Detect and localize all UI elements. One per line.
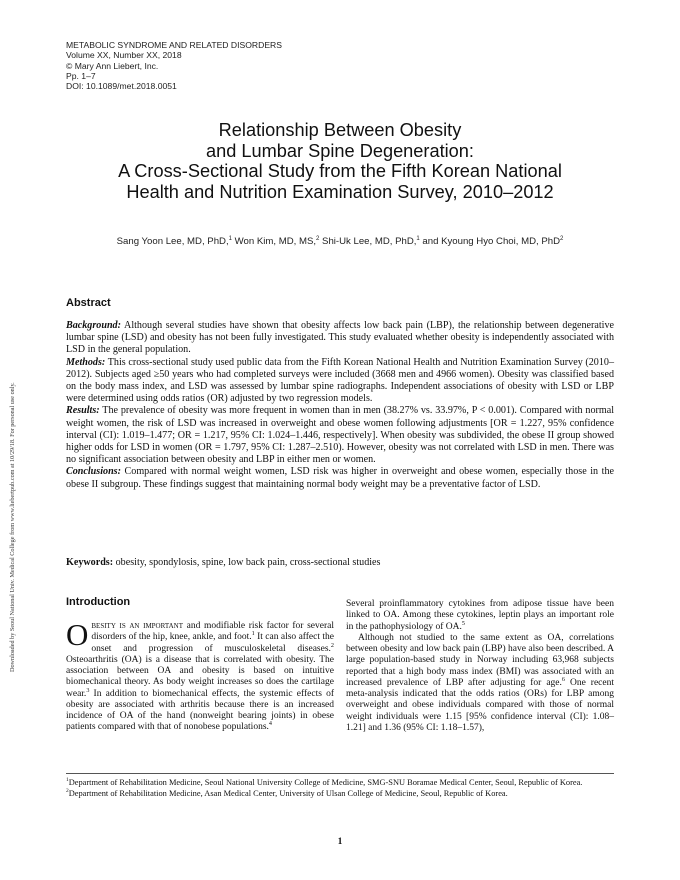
affiliation-footnotes [66,778,614,799]
download-note: Downloaded by Seoul National Univ. Medical College from www.liebertpub.com at 10/29/18. For personal use only. [9,382,16,672]
footnote-text: Department of Rehabilitation Medicine, Seoul National University College of Medicine, SMG-SNU Boramae Medical Center, Seoul, Republic of Korea. [68,778,583,787]
author-affiliation: 1 [228,235,232,242]
abstract-heading: Abstract [66,297,111,309]
doi-line: DOI: 10.1089/met.2018.0051 [66,81,177,92]
author-name: Sang Yoon Lee, MD, PhD, [116,236,229,247]
author-affiliation: 2 [316,235,320,242]
reference-mark: 6 [561,676,565,683]
keywords-text: obesity, spondylosis, spine, low back pain, cross-sectional studies [113,557,381,568]
page-number: 1 [337,836,343,847]
title-line: Relationship Between Obesity [218,120,462,140]
page-range: Pp. 1–7 [66,70,96,81]
section-label: Results: [66,405,100,417]
title-line: A Cross-Sectional Study from the Fifth Korean National [118,161,562,182]
footnote-number: 1 [66,777,69,784]
title-line: and Lumbar Spine Degeneration: [206,140,474,161]
section-label: Conclusions: [66,466,121,478]
abstract-conclusions [66,466,614,490]
abstract-background [66,320,614,357]
intro-paragraph [346,599,614,633]
section-label: Background: [66,320,121,331]
drop-cap: O [66,617,89,652]
footnote-text: Department of Rehabilitation Medicine, Asan Medical Center, University of Ulsan College of Medicine, Seoul, Republic of Korea. [68,788,508,798]
small-caps-lead: besity is an important [91,621,183,631]
keywords [66,557,614,568]
paragraph-text: It can also affect the onset and progression of musculoskeletal diseases. [91,632,335,654]
footnote [66,789,614,800]
paragraph-text: Although not studied to the same extent as OA, correlations between obesity and low back pain (LBP) have also been described. A large population-based study in Norway including 63,968 subjects reported that a high body mass index (BMI) was associated with an increased prevalence of LBP after adjusting for age. [346,632,614,688]
abstract-body [66,320,614,491]
paragraph-text: and modifiable risk factor for several disorders of the hip, knee, ankle, and foot. [91,621,334,643]
section-text: Although several studies have shown that obesity affects low back pain (LBP), the relationship between degenerative lumbar spine (LSD) and obesity has not been fully investigated. This study evaluated whether obesity is independently associated with LSD in the general population. [66,320,614,356]
intro-column-left [66,617,335,734]
footnote-divider [66,773,614,774]
reference-mark: 2 [330,642,334,649]
intro-paragraph [66,617,335,734]
article-title [60,120,620,202]
section-text: The prevalence of obesity was more frequent in women than in men (38.27% vs. 33.97%, P < 0.001). Compared with normal weight women, the risk of LSD was increased in overweight and obese women following adjustments [OR = 1.227, 95% confidence interval (CI): 1.019–1.477; OR = 1.217, 95% CI: 1.024–1.446, respectively]. When obesity was subdivided, the obese II group showed higher odds for LSD in women (OR = 1.797, 95% CI: 1.287–2.510). However, obesity was not correlated with LSD in men. There was no significant association between obesity and LBP in either men or women. [66,405,614,466]
introduction-heading: Introduction [66,596,131,608]
section-text: Compared with normal weight women, LSD risk was higher in overweight and obese women, especially those in the obese II subgroup. These findings suggest that maintaining normal body weight may be a preventative factor of LSD. [66,466,614,490]
footnote [66,778,614,789]
reference-mark: 1 [251,631,255,638]
author-name: and Kyoung Hyo Choi, MD, PhD [419,236,561,247]
copyright-line: © Mary Ann Liebert, Inc. [66,60,159,71]
reference-mark: 3 [86,687,90,694]
paragraph-text: Osteoarthritis (OA) is a disease that is correlated with obesity. The association between OA and obesity is based on intuitive biomechanical theory. As body weight increases so does the cartilage wear. [66,654,334,699]
journal-header [66,40,282,91]
keywords-label: Keywords: [66,557,114,568]
reference-mark: 5 [461,620,465,627]
abstract-methods [66,357,614,406]
intro-column-right [346,599,614,734]
author-list [60,236,620,247]
paragraph-text: Several proinflammatory cytokines from adipose tissue have been linked to OA. Among these cytokines, leptin plays an important role in the pathophysiology of OA. [346,599,614,632]
paragraph-text: In addition to biomechanical effects, the systemic effects of obesity are associated with arthritis because there is an increased incidence of OA of the hand (nonweight bearing joints) in obese patients compared with that of nonobese populations. [66,688,334,733]
paragraph-text: One recent meta-analysis indicated that the odds ratios (ORs) for LBP among overweight and obese individuals compared with those of normal weight individuals were 1.15 [95% confidence interval (CI): 1.08–1.21] and 1.36 (95% CI: 1.18–1.57), [346,677,615,733]
author-name: Won Kim, MD, MS, [231,236,317,247]
author-affiliation: 2 [560,235,564,242]
section-label: Methods: [66,356,106,368]
footnote-number: 2 [66,787,69,794]
title-line: Health and Nutrition Examination Survey, 2010–2012 [126,181,554,202]
section-text: This cross-sectional study used public data from the Fifth Korean National Health and Nutrition Examination Survey (2010–2012). Subjects aged ≥50 years who had completed surveys were included (3668 men and 4966 women). Obesity was classified based on the body mass index, and LSD was assessed by lumbar spine radiographs. Independent associations of obesity with LSD or LBP were determined using odds ratios (OR) adjusted by two regression models. [66,356,614,405]
intro-paragraph [346,633,614,734]
abstract-results [66,405,614,466]
journal-name: METABOLIC SYNDROME AND RELATED DISORDERS [66,40,282,50]
author-affiliation: 1 [416,235,420,242]
journal-volume: Volume XX, Number XX, 2018 [66,50,182,61]
author-name: Shi-Uk Lee, MD, PhD, [319,236,417,247]
reference-mark: 4 [268,721,272,728]
